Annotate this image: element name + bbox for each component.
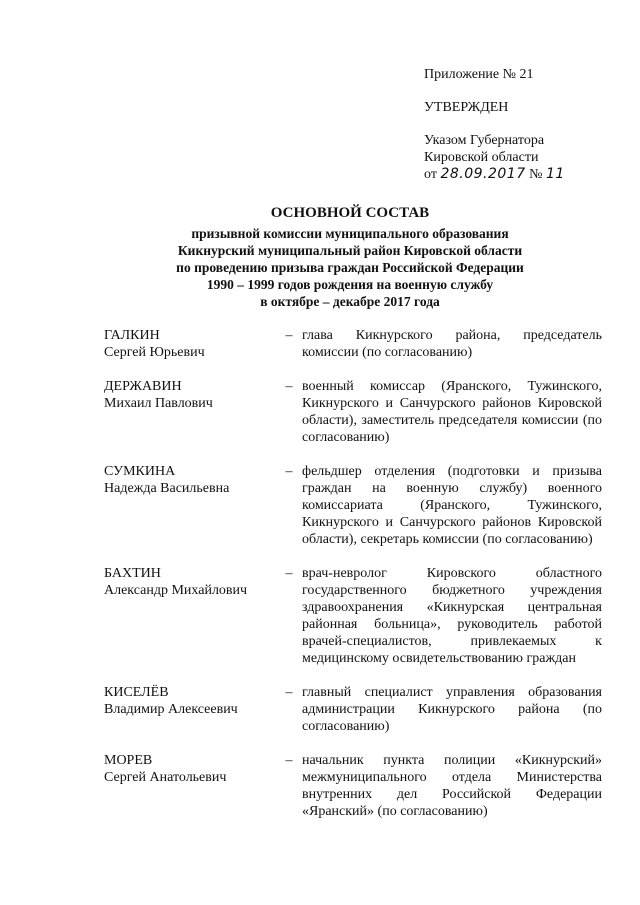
member-dash: – [285, 328, 293, 343]
member-dash: – [285, 464, 293, 479]
member-name [104, 463, 276, 548]
title-line-1: призывной комиссии муниципального образования [191, 226, 509, 241]
member-row [104, 565, 602, 667]
member-surname: МОРЕВ [104, 753, 153, 768]
member-surname: ДЕРЖАВИН [104, 379, 182, 394]
member-row [104, 327, 602, 361]
member-name [104, 752, 276, 820]
approved-label: УТВЕРЖДЕН [424, 100, 509, 115]
decree-date-line [424, 166, 565, 183]
member-description: военный комиссар (Яранского, Тужинского, Кикнурского и Санчурского районов Кировской области), заместитель председателя комиссии (по согласованию) [302, 379, 602, 445]
member-surname: БАХТИН [104, 566, 161, 581]
decree-line-2: Кировской области [424, 150, 539, 165]
member-given-name: Надежда Васильевна [104, 481, 230, 496]
title-line-3: по проведению призыва граждан Российской Федерации [176, 260, 524, 275]
title-line-2: Кикнурский муниципальный район Кировской области [177, 243, 523, 258]
decree-line-1: Указом Губернатора [424, 133, 545, 148]
member-description: врач-невролог Кировского областного государственного бюджетного учреждения здравоохранения «Кикнурская центральная районная больница», руководитель работой врачей-специалистов, привлекаемых к медицинскому освидетельствованию граждан [302, 566, 602, 666]
member-given-name: Михаил Павлович [104, 396, 213, 411]
member-row [104, 378, 602, 446]
member-name [104, 565, 276, 667]
handwritten-date: 28.09.2017 [440, 166, 526, 182]
member-row [104, 752, 602, 820]
number-prefix: № [529, 167, 543, 182]
member-dash: – [285, 753, 293, 768]
title-line-4: 1990 – 1999 годов рождения на военную службу [206, 277, 494, 292]
member-name [104, 378, 276, 446]
member-dash: – [285, 566, 293, 581]
title-line-5: в октябре – декабре 2017 года [260, 294, 440, 309]
member-given-name: Александр Михайлович [104, 583, 248, 598]
member-name [104, 327, 276, 361]
member-description: начальник пункта полиции «Кикнурский» межмуниципального отдела Министерства внутренних дел Российской Федерации «Яранский» (по согласованию) [302, 753, 602, 819]
member-surname: КИСЕЛЁВ [104, 685, 169, 700]
member-row [104, 684, 602, 735]
document-title [90, 204, 610, 310]
member-dash: – [285, 685, 293, 700]
member-given-name: Сергей Анатольевич [104, 770, 227, 785]
member-given-name: Владимир Алексеевич [104, 702, 238, 717]
member-name [104, 684, 276, 735]
member-description: глава Кикнурского района, председатель комиссии (по согласованию) [302, 328, 602, 360]
member-surname: СУМКИНА [104, 464, 176, 479]
member-dash: – [285, 379, 293, 394]
members-list [104, 327, 602, 820]
handwritten-number: 11 [545, 166, 565, 182]
member-row [104, 463, 602, 548]
appendix-label: Приложение № 21 [424, 67, 534, 82]
member-given-name: Сергей Юрьевич [104, 345, 205, 360]
date-prefix: от [424, 167, 437, 182]
approval-stamp [424, 66, 565, 183]
title-main: ОСНОВНОЙ СОСТАВ [270, 205, 430, 221]
member-description: фельдшер отделения (подготовки и призыва граждан на военную службу) военного комиссариата (Яранского, Тужинского, Кикнурского и Санчурского районов Кировской области), секретарь комиссии (по согласованию) [302, 464, 602, 547]
member-surname: ГАЛКИН [104, 328, 160, 343]
member-description: главный специалист управления образования администрации Кикнурского района (по согласованию) [302, 685, 602, 734]
